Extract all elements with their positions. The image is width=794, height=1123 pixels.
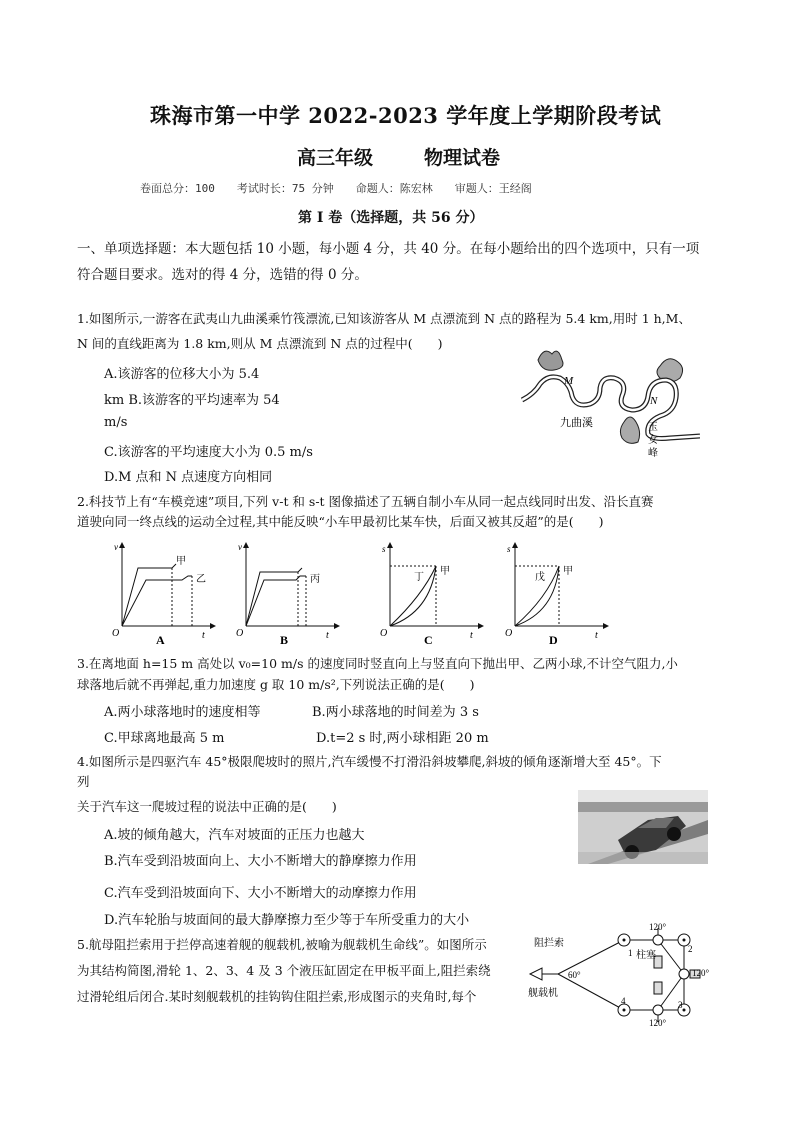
q2d-curve2: 甲 bbox=[563, 566, 573, 577]
grade-label: 高三年级 bbox=[297, 147, 374, 169]
q2b-yaxis-label: v bbox=[238, 542, 242, 552]
exam-title: 珠海市第一中学 2022-2023 学年度上学期阶段考试 bbox=[150, 103, 662, 128]
q1-label-n: N bbox=[650, 395, 658, 407]
q1-river-figure bbox=[520, 338, 700, 463]
q5-label-pillar: 柱塞 bbox=[636, 950, 656, 961]
q1-label-peak1: 玉 bbox=[648, 422, 658, 433]
q2d-curve1: 戊 bbox=[535, 572, 545, 583]
q2c-curve1: 丁 bbox=[414, 572, 424, 583]
q1-label-peak3: 峰 bbox=[648, 448, 658, 459]
q5-pulley-1: 1 bbox=[628, 948, 633, 958]
q4-option-c: C.汽车受到沿坡面向下、大小不断增大的动摩擦力作用 bbox=[104, 886, 417, 901]
q2d-option-label: D bbox=[549, 633, 558, 647]
q5-angle-right: 120° bbox=[692, 968, 710, 978]
q3-stem-line1: 3.在离地面 h=15 m 高处以 v₀=10 m/s 的速度同时竖直向上与竖直向下抛出甲、乙两小球,不计空气阻力,小 bbox=[77, 656, 678, 671]
q1-option-b-unit: m/s bbox=[104, 415, 128, 430]
q2a-curve1: 甲 bbox=[176, 556, 186, 567]
q2d-yaxis-label: s bbox=[507, 544, 511, 554]
q1-option-ab: km B.该游客的平均速率为 54 bbox=[104, 393, 280, 408]
q2c-yaxis-label: s bbox=[382, 544, 386, 554]
q5-angle-60: 60° bbox=[568, 970, 581, 980]
q4-option-d: D.汽车轮胎与坡面间的最大静摩擦力至少等于车所受重力的大小 bbox=[104, 913, 470, 928]
q3-stem-line2: 球落地后就不再弹起,重力加速度 g 取 10 m/s²,下列说法正确的是( ) bbox=[77, 677, 475, 692]
q2b-taxis: t bbox=[326, 630, 329, 641]
q2a-curve2: 乙 bbox=[196, 574, 206, 585]
subject-label: 物理试卷 bbox=[424, 147, 501, 169]
q2a-taxis: t bbox=[202, 630, 205, 641]
q3-option-a: A.两小球落地时的速度相等 bbox=[104, 705, 261, 720]
q2a-option-label: A bbox=[156, 633, 165, 647]
q5-stem-line3: 过滑轮组后闭合.某时刻舰载机的挂钩钩住阻拦索,形成图示的夹角时,每个 bbox=[77, 989, 477, 1004]
q2c-curve2: 甲 bbox=[440, 566, 450, 577]
q2c-origin: O bbox=[380, 628, 388, 639]
q2-graph-c bbox=[378, 540, 488, 650]
q5-pulley-4: 4 bbox=[621, 996, 626, 1006]
q1-label-peak2: 女 bbox=[648, 435, 658, 446]
q1-option-d: D.M 点和 N 点速度方向相同 bbox=[104, 470, 273, 485]
q1-option-a: A.该游客的位移大小为 5.4 bbox=[104, 367, 260, 382]
q3-option-d: D.t=2 s 时,两小球相距 20 m bbox=[316, 731, 489, 746]
q4-car-photo bbox=[578, 790, 708, 864]
q2d-origin: O bbox=[505, 628, 513, 639]
q5-stem-line2: 为其结构简图,滑轮 1、2、3、4 及 3 个液压缸固定在甲板平面上,阻拦索绕 bbox=[77, 963, 491, 978]
part-heading: 第 I 卷（选择题，共 56 分） bbox=[298, 210, 484, 226]
q5-angle-top: 120° bbox=[649, 922, 667, 932]
q4-stem-line2: 列 bbox=[77, 774, 90, 789]
q5-label-rope: 阻拦索 bbox=[534, 938, 564, 949]
q4-option-b: B.汽车受到沿坡面向上、大小不断增大的静摩擦力作用 bbox=[104, 854, 417, 869]
q5-arrester-figure bbox=[528, 918, 712, 1028]
q4-stem-line3: 关于汽车这一爬坡过程的说法中正确的是( ) bbox=[77, 799, 337, 814]
q2c-taxis: t bbox=[470, 630, 473, 641]
q1-label-river: 九曲溪 bbox=[560, 417, 593, 429]
q2b-origin: O bbox=[236, 628, 244, 639]
q1-label-m: M bbox=[564, 375, 574, 387]
q4-stem-line1: 4.如图所示是四驱汽车 45°极限爬坡时的照片,汽车缓慢不打滑沿斜坡攀爬,斜坡的倾角逐渐增大至 45°。下 bbox=[77, 754, 662, 769]
q2-graph-a bbox=[110, 540, 220, 650]
q2d-taxis: t bbox=[595, 630, 598, 641]
q2b-option-label: B bbox=[280, 633, 289, 647]
section-instructions-line2: 符合题目要求。选对的得 4 分，选错的得 0 分。 bbox=[77, 267, 368, 283]
q1-option-c: C.该游客的平均速度大小为 0.5 m/s bbox=[104, 445, 313, 460]
q2b-curve1: 丙 bbox=[310, 574, 320, 585]
q2-stem-line1: 2.科技节上有“车模竞速”项目,下列 v-t 和 s-t 图像描述了五辆自制小车从同一起点线同时出发、沿长直赛 bbox=[77, 494, 654, 509]
q5-label-plane: 舰载机 bbox=[528, 988, 558, 999]
q2a-yaxis-label: v bbox=[114, 542, 118, 552]
q5-pulley-3: 3 bbox=[678, 1000, 683, 1010]
q1-stem-line1: 1.如图所示,一游客在武夷山九曲溪乘竹筏漂流,已知该游客从 M 点漂流到 N 点的路程为 5.4 km,用时 1 h,M、 bbox=[77, 311, 691, 326]
q2c-option-label: C bbox=[424, 633, 433, 647]
q3-option-c: C.甲球离地最高 5 m bbox=[104, 731, 225, 746]
q5-stem-line1: 5.航母阻拦索用于拦停高速着舰的舰载机,被喻为舰载机生命线”。如图所示 bbox=[77, 937, 487, 952]
q2a-origin: O bbox=[112, 628, 120, 639]
q1-stem-line2: N 间的直线距离为 1.8 km,则从 M 点漂流到 N 点的过程中( ) bbox=[77, 336, 443, 351]
section-instructions-line1: 一、单项选择题：本大题包括 10 小题，每小题 4 分，共 40 分。在每小题给出的四个选项中，只有一项 bbox=[77, 241, 700, 257]
q2-graph-d bbox=[503, 540, 613, 650]
q3-option-b: B.两小球落地的时间差为 3 s bbox=[312, 705, 479, 720]
q5-angle-bottom: 120° bbox=[649, 1018, 667, 1028]
q2-graph-b bbox=[234, 540, 344, 650]
q4-option-a: A.坡的倾角越大，汽车对坡面的正压力也越大 bbox=[104, 828, 365, 843]
q5-pulley-2: 2 bbox=[688, 944, 693, 954]
q2-stem-line2: 道驶向同一终点线的运动全过程,其中能反映“小车甲最初比某车快，后面又被其反超”的是( ) bbox=[77, 514, 604, 529]
exam-meta: 卷面总分：100 考试时长：75 分钟 命题人：陈宏林 审题人：王经阁 bbox=[140, 182, 532, 195]
